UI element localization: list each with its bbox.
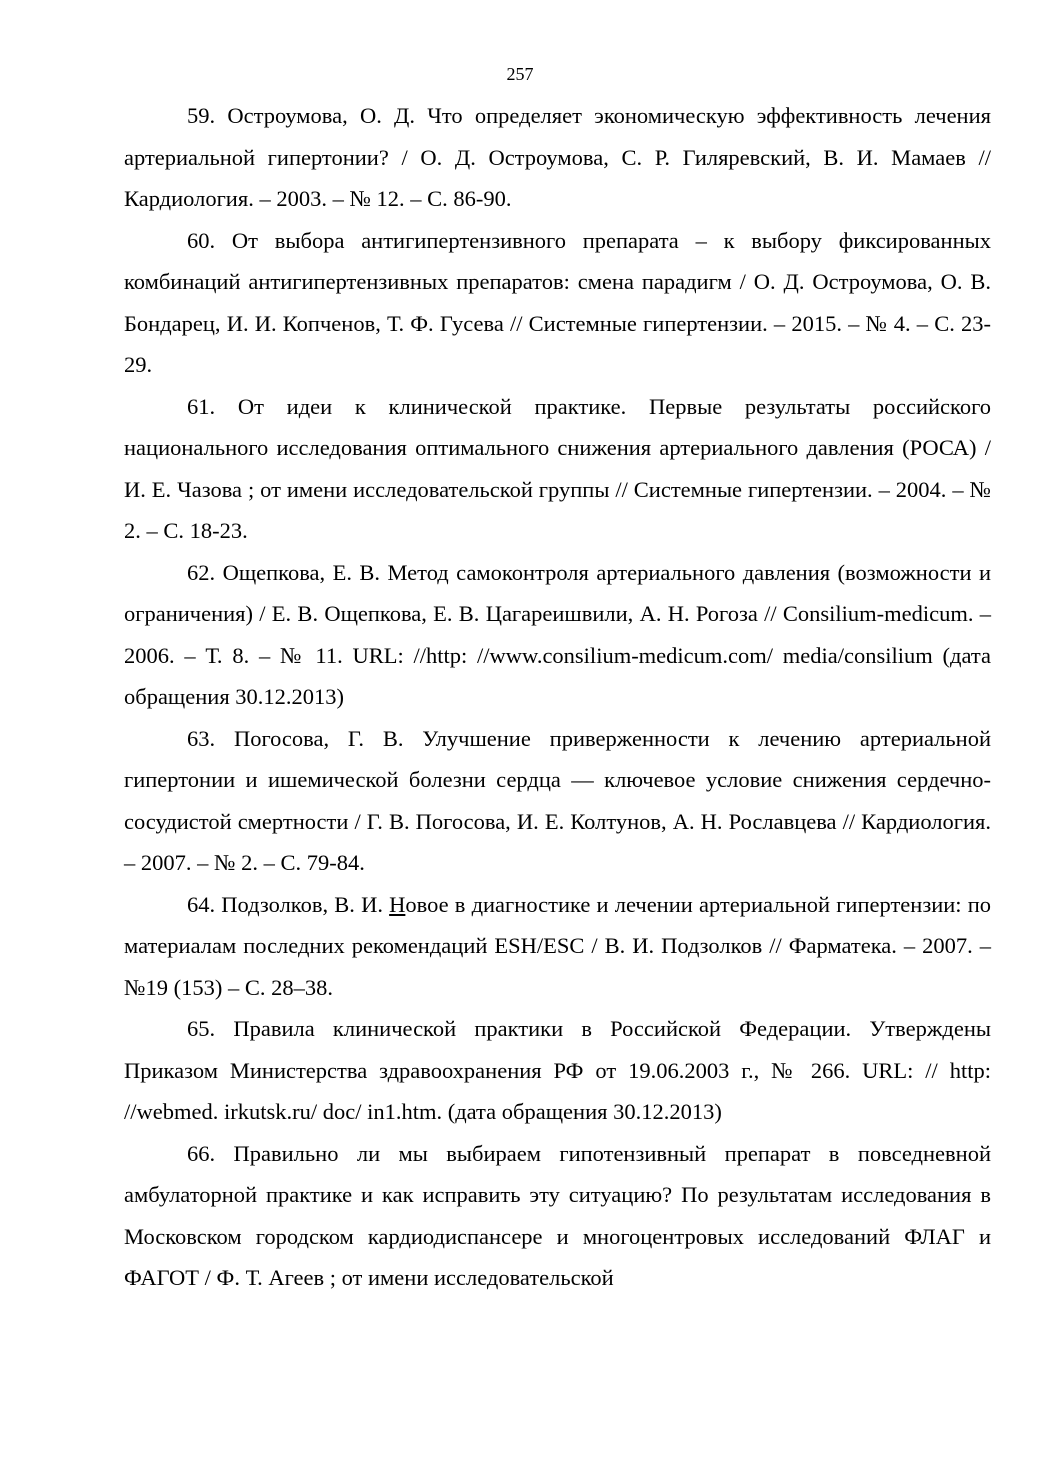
reference-entry-64-part-2: овое в диагностике и лечении артериальной гипертензии: по материалам последних рекомендаций ESH/ESC / В. И. Подзолков // Фарматека. – 2007. – №19 (153) – С. 28–38.: [124, 891, 991, 1000]
reference-entry-60: 60. От выбора антигипертензивного препарата – к выбору фиксированных комбинаций антигипертензивных препаратов: смена парадигм / О. Д. Остроумова, О. В. Бондарец, И. И. Копченов, Т. Ф. Гусева // Системные гипертензии. – 2015. – № 4. – С. 23-29.: [124, 227, 991, 377]
reference-entry-65: 65. Правила клинической практики в Российской Федерации. Утверждены Приказом Министерства здравоохранения РФ от 19.06.2003 г., № 266. URL: // http: //webmed. irkutsk.ru/ doc/ in1.htm. (дата обращения 30.12.2013): [124, 1016, 991, 1124]
reference-entry-59: 59. Остроумова, О. Д. Что определяет экономическую эффективность лечения артериальной гипертонии? / О. Д. Остроумова, С. Р. Гиляревский, В. И. Мамаев // Кардиология. – 2003. – № 12. – С. 86-90.: [124, 103, 991, 211]
reference-list: [124, 95, 991, 1299]
reference-entry-63: 63. Погосова, Г. В. Улучшение приверженности к лечению артериальной гипертонии и ишемической болезни сердца — ключевое условие снижения сердечно-сосудистой смертности / Г. В. Погосова, И. Е. Колтунов, А. Н. Рославцева // Кардиология. – 2007. – № 2. – С. 79-84.: [124, 725, 991, 875]
reference-entry-64: [124, 884, 991, 1009]
reference-entry-61: 61. От идеи к клинической практике. Первые результаты российского национального исследования оптимального снижения артериального давления (РОСА) / И. Е. Чазова ; от имени исследовательской группы // Системные гипертензии. – 2004. – № 2. – С. 18-23.: [124, 393, 991, 543]
reference-entry-64-part-1: 64. Подзолков, В. И.: [187, 891, 390, 917]
reference-entry-66: 66. Правильно ли мы выбираем гипотензивный препарат в повседневной амбулаторной практике и как исправить эту ситуацию? По результатам исследования в Московском городском кардиодиспансере и многоцентровых исследований ФЛАГ и ФАГОТ / Ф. Т. Агеев ; от имени исследовательской: [124, 1140, 991, 1290]
reference-entry-62: 62. Ощепкова, Е. В. Метод самоконтроля артериального давления (возможности и ограничения) / Е. В. Ощепкова, Е. В. Цагареишвили, А. Н. Рогоза // Consilium-medicum. – 2006. – Т. 8. – № 11. URL: //http: //www.consilium-medicum.com/ media/consilium (дата обращения 30.12.2013): [124, 559, 991, 709]
reference-entry-64-underlined-letter: Н: [389, 891, 406, 917]
page-number: 257: [506, 64, 534, 84]
